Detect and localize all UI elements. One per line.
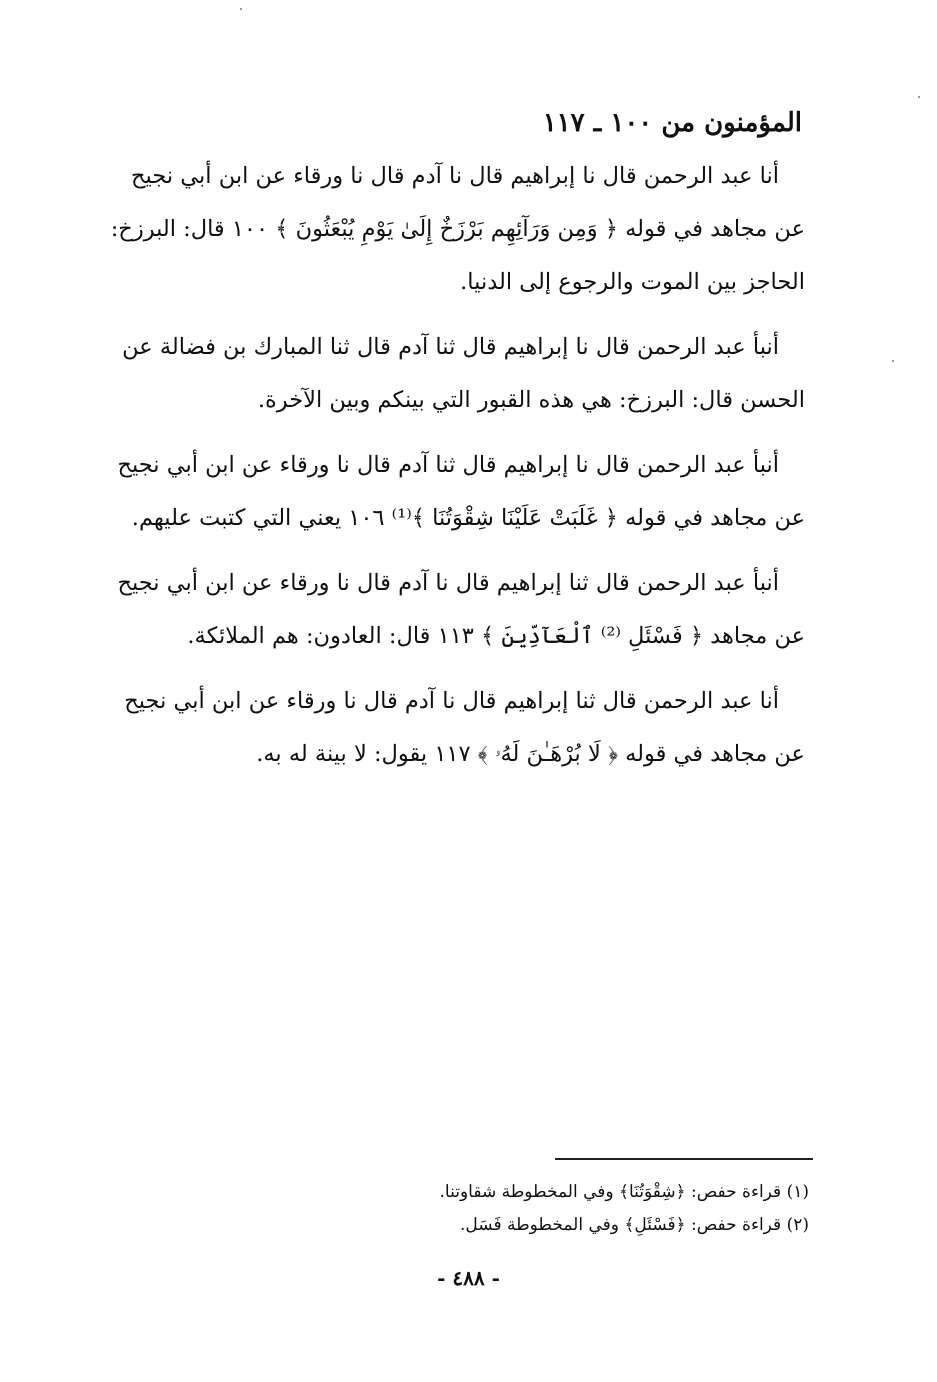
scan-speck <box>240 8 242 10</box>
paragraph-1 <box>105 150 805 309</box>
text-line: أنا عبد الرحمن قال ثنا إبراهيم قال نا آدم قال نا ورقاء عن ابن أبي نجيح <box>124 688 779 714</box>
page-number: - ٤٨٨ - <box>437 1266 500 1290</box>
footnote-2: (٢) قراءة حفص: ﴿فَسْئَلِ﴾ وفي المخطوطة فَسَل. <box>460 1215 809 1235</box>
footnote-separator <box>555 1158 813 1160</box>
text-line: عن مجاهد ﴿ فَسْئَلِ ⁽²⁾ ٱلْعَآدِّينَ ﴾ ١١٣ قال: العادون: هم الملائكة. <box>187 623 805 649</box>
paragraph-3 <box>105 439 805 545</box>
text-line: أنا عبد الرحمن قال نا إبراهيم قال نا آدم قال نا ورقاء عن ابن أبي نجيح <box>131 163 779 189</box>
text-line: عن مجاهد في قوله ﴿ غَلَبَتْ عَلَيْنَا شِقْوَتُنَا ﴾⁽¹⁾ ١٠٦ يعني التي كتبت عليهم. <box>131 505 805 531</box>
page-header: المؤمنون من ١٠٠ ـ ١١٧ <box>542 108 802 138</box>
text-line: عن مجاهد في قوله ﴿ لَا بُرْهَـٰنَ لَهُۥ ﴾ ١١٧ يقول: لا بينة له به. <box>256 741 805 767</box>
scan-speck <box>892 360 894 362</box>
text-line: عن مجاهد في قوله ﴿ وَمِن وَرَآئِهِم بَرْزَخٌ إِلَىٰ يَوْمِ يُبْعَثُونَ ﴾ ١٠٠ قال: البرزخ: <box>110 216 805 242</box>
text-line: الحاجز بين الموت والرجوع إلى الدنيا. <box>460 269 805 295</box>
paragraph-5 <box>105 675 805 781</box>
text-line: أنبأ عبد الرحمن قال نا إبراهيم قال ثنا آدم قال نا ورقاء عن ابن أبي نجيح <box>117 452 779 478</box>
paragraph-2 <box>105 321 805 427</box>
paragraph-4 <box>105 557 805 663</box>
footnotes <box>109 1176 809 1242</box>
text-line: الحسن قال: البرزخ: هي هذه القبور التي بينكم وبين الآخرة. <box>257 387 805 413</box>
text-line: أنبأ عبد الرحمن قال نا إبراهيم قال ثنا آدم قال ثنا المبارك بن فضالة عن <box>122 334 779 360</box>
text-line: أنبأ عبد الرحمن قال ثنا إبراهيم قال نا آدم قال نا ورقاء عن ابن أبي نجيح <box>117 570 779 596</box>
scan-speck <box>918 96 920 98</box>
footnote-1: (١) قراءة حفص: ﴿شِقْوَتُنَا﴾ وفي المخطوطة شقاوتنا. <box>439 1182 809 1202</box>
main-text <box>105 150 805 793</box>
